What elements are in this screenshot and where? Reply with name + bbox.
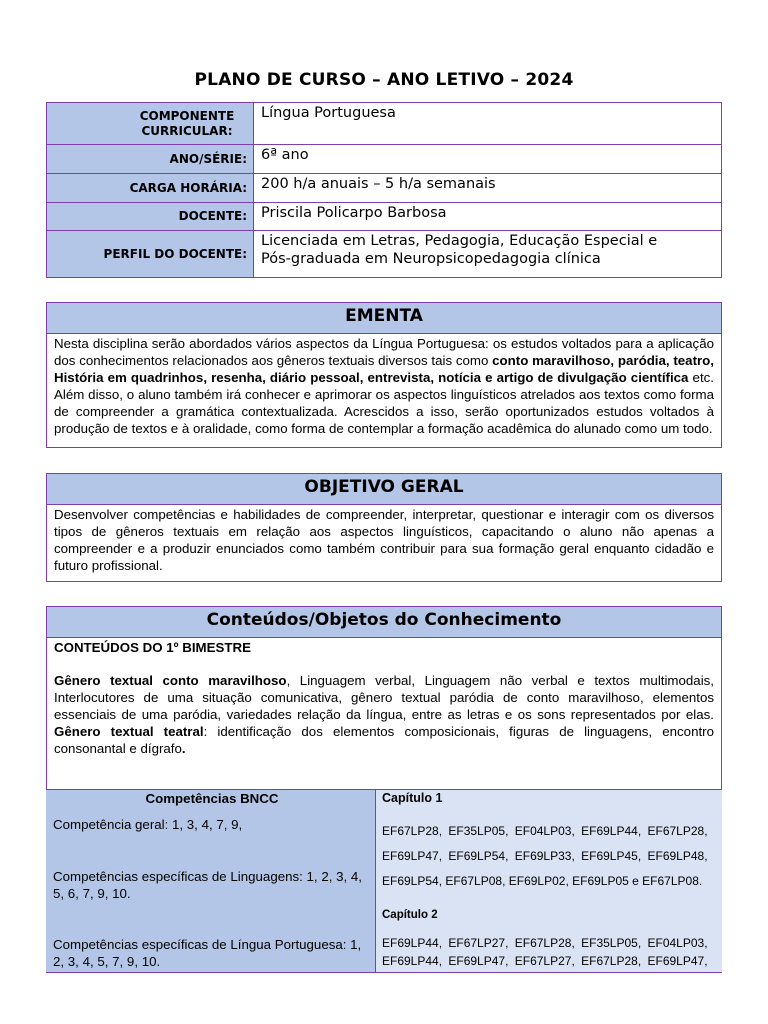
ementa-section: [46, 302, 722, 448]
bncc-split: [46, 789, 722, 973]
capitulo-1-line-2: EF69LP47, EF69LP54, EF69LP33, EF69LP45, EF69LP48,: [382, 849, 708, 863]
componente-value: Língua Portuguesa: [254, 103, 722, 145]
objetivo-text: Desenvolver competências e habilidades de compreender, interpretar, questionar e interagir com os diversos tipos de gêneros textuais em relação aos aspectos linguísticos, capacitando o aluno não apenas a compreender e a produzir enunciados como também contribuir para sua formação geral enquanto cidadão e futuro profissional.: [54, 507, 714, 573]
docente-value: Priscila Policarpo Barbosa: [254, 203, 722, 231]
page-title: PLANO DE CURSO – ANO LETIVO – 2024: [194, 70, 574, 90]
info-row-docente: [47, 203, 722, 231]
bncc-column: [46, 790, 376, 972]
objetivo-section: [46, 473, 722, 582]
ano-value: 6ª ano: [254, 145, 722, 174]
competencias-lingua-portuguesa: Competências específicas de Língua Portuguesa: 1, 2, 3, 4, 5, 7, 9, 10.: [53, 937, 362, 969]
info-row-ano: [47, 145, 722, 174]
capitulo-2-label: Capítulo 2: [382, 909, 438, 921]
docente-label: DOCENTE:: [47, 203, 254, 231]
perfil-value-line-2: Pós-graduada em Neuropsicopedagogia clínica: [261, 251, 601, 267]
objetivo-heading: OBJETIVO GERAL: [47, 474, 721, 505]
competencia-geral: Competência geral: 1, 3, 4, 7, 9,: [53, 817, 243, 832]
capitulo-1-label: Capítulo 1: [382, 791, 443, 805]
capitulo-1-line-1: EF67LP28, EF35LP05, EF04LP03, EF69LP44, EF67LP28,: [382, 824, 708, 838]
perfil-label: PERFIL DO DOCENTE:: [47, 231, 254, 278]
bimestre-heading: CONTEÚDOS DO 1º BIMESTRE: [54, 640, 251, 655]
capitulo-2-line-2: EF69LP44, EF69LP47, EF67LP27, EF67LP28, EF69LP47,: [382, 954, 708, 968]
bncc-heading: Competências BNCC: [145, 791, 279, 806]
conteudos-heading: Conteúdos/Objetos do Conhecimento: [47, 607, 721, 638]
ementa-text: Nesta disciplina serão abordados vários aspectos da Língua Portuguesa: os estudos voltados para a aplicação dos conhecimentos relacionados aos gêneros textuais diversos tais como conto maravilhoso, paródia, teatro, História em quadrinhos, resenha, diário pessoal, entrevista, notícia e artigo de divulgação científica etc. Além disso, o aluno também irá conhecer e aprimorar os aspectos linguísticos atrelados aos textos como forma de compreender a gramática contextualizada. Acrescidos a isso, serão oportunizados estudos voltados à produção de textos e à oralidade, como forma de contemplar a formação acadêmica do alunado como um todo.: [54, 336, 714, 436]
info-row-carga: [47, 174, 722, 203]
ano-label: ANO/SÉRIE:: [47, 145, 254, 174]
perfil-value-line-1: Licenciada em Letras, Pedagogia, Educação Especial e: [261, 233, 658, 249]
ementa-heading: EMENTA: [47, 303, 721, 334]
perfil-value: [254, 231, 722, 278]
info-row-componente: [47, 103, 722, 145]
carga-label: CARGA HORÁRIA:: [47, 174, 254, 203]
competencias-linguagens: Competências específicas de Linguagens: 1, 2, 3, 4, 5, 6, 7, 9, 10.: [53, 869, 362, 901]
info-table: [46, 102, 722, 278]
carga-value: 200 h/a anuais – 5 h/a semanais: [254, 174, 722, 203]
info-row-perfil: [47, 231, 722, 278]
capitulos-column: [376, 790, 722, 972]
conteudos-text: Gênero textual conto maravilhoso, Linguagem verbal, Linguagem não verbal e textos multimodais, Interlocutores de uma situação comunicativa, gênero textual paródia de conto maravilhoso, elementos essenciais de uma paródia, variedades relação da língua, entre as letras e os sons representados por elas. Gênero textual teatral: identificação dos elementos composicionais, figuras de linguagens, encontro consonantal e dígrafo.: [54, 673, 714, 756]
capitulo-2-line-1: EF69LP44, EF67LP27, EF67LP28, EF35LP05, EF04LP03,: [382, 936, 708, 950]
componente-label: COMPONENTE CURRICULAR:: [47, 103, 254, 145]
capitulo-1-line-3: EF69LP54, EF67LP08, EF69LP02, EF69LP05 e EF67LP08.: [382, 874, 703, 888]
